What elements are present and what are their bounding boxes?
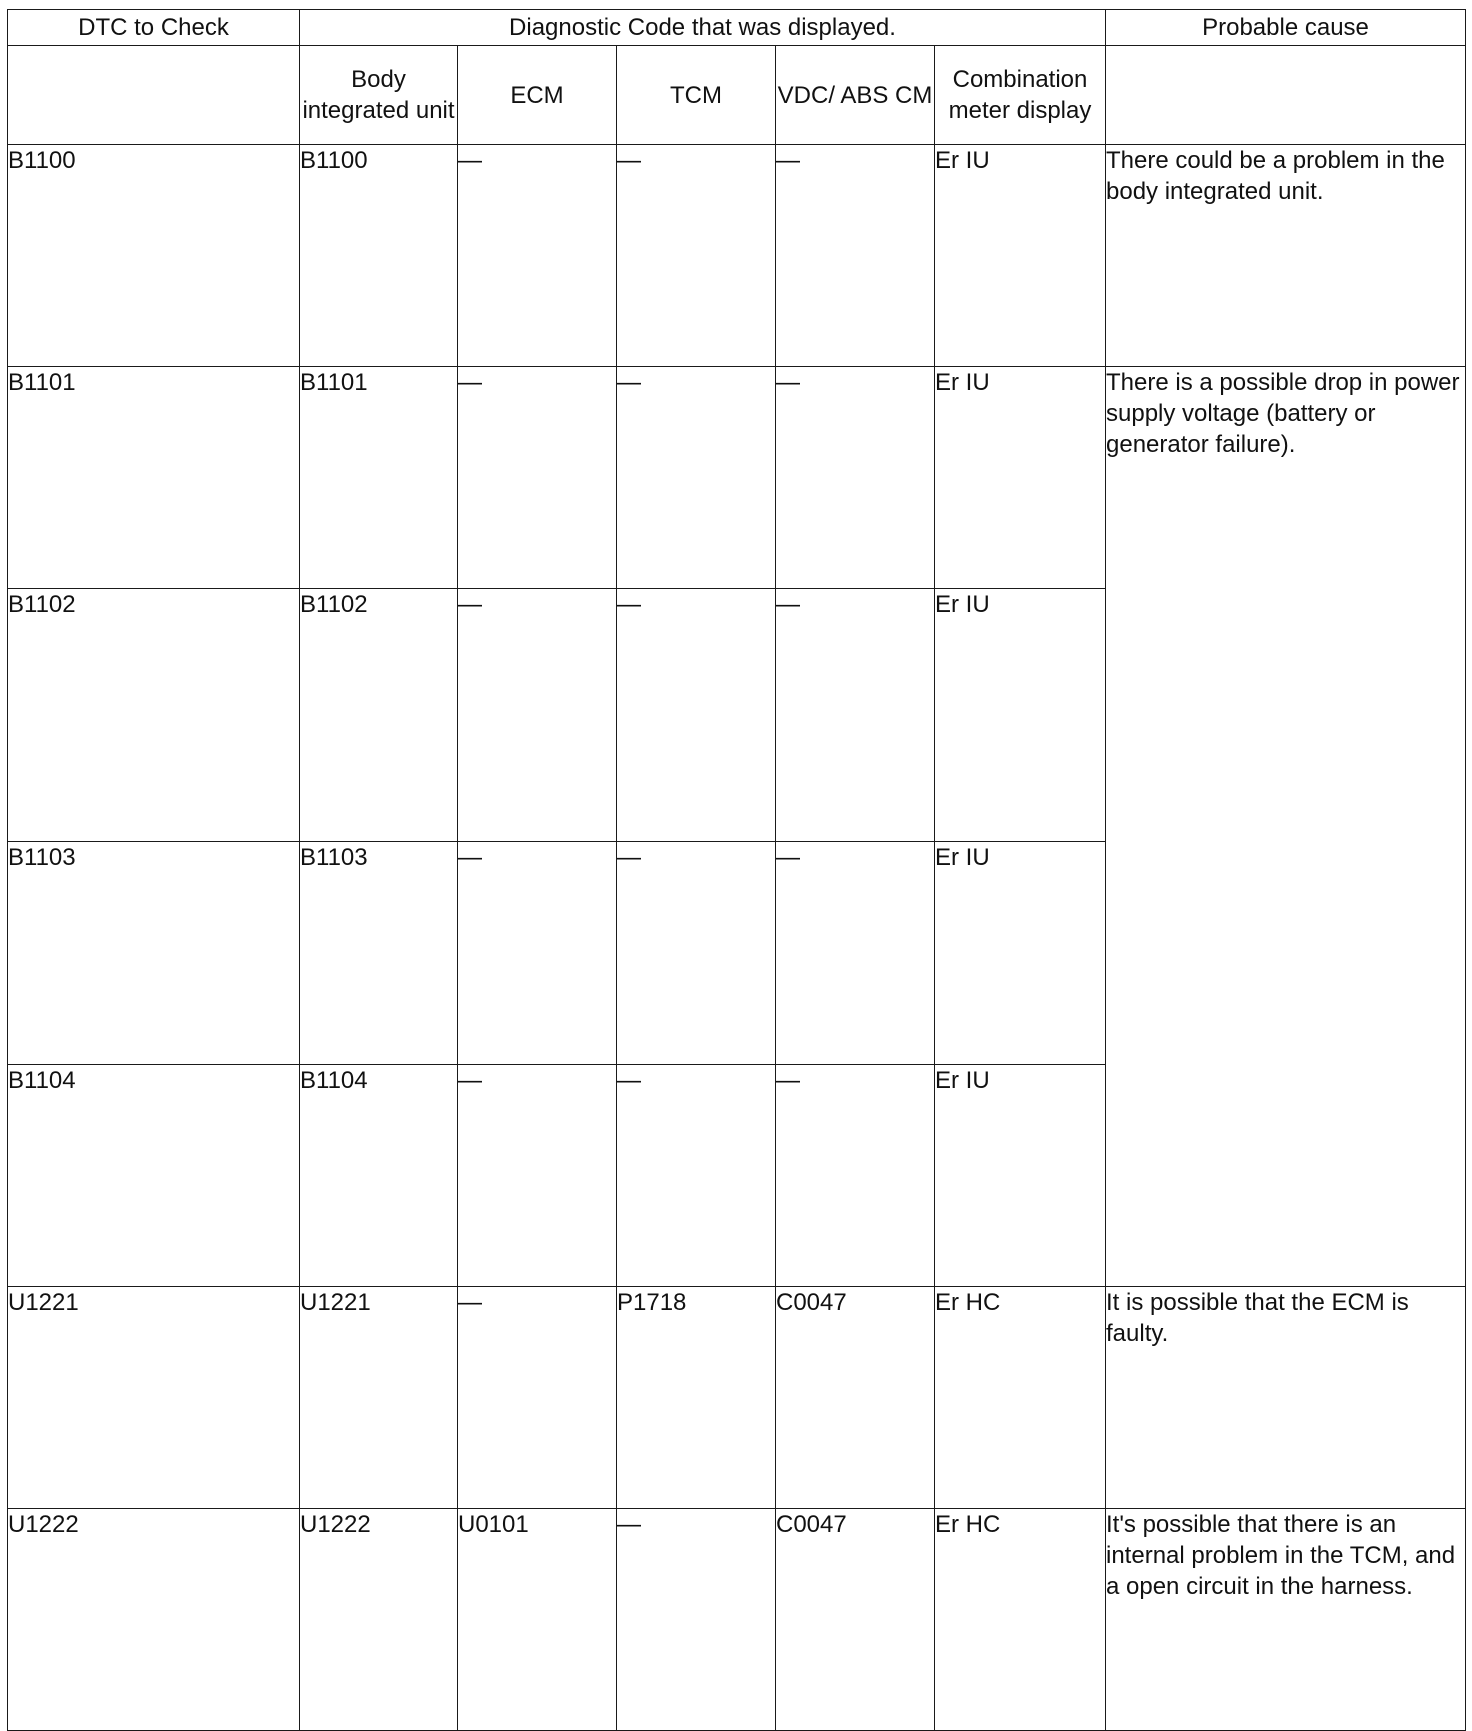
cell-ecm: — <box>458 145 617 367</box>
cell-meter-display: Er IU <box>935 589 1106 842</box>
cell-body-unit: B1100 <box>300 145 458 367</box>
cell-tcm: P1718 <box>617 1287 776 1509</box>
cell-probable-cause: There could be a problem in the body integrated unit. <box>1106 145 1466 367</box>
table-row <box>8 367 1466 589</box>
subheader-vdc-abs-cm: VDC/ ABS CM <box>776 46 935 145</box>
cell-dtc: U1222 <box>8 1509 300 1731</box>
cell-body-unit: B1102 <box>300 589 458 842</box>
cell-vdc-abs: — <box>776 1065 935 1287</box>
cell-ecm: U0101 <box>458 1509 617 1731</box>
cell-body-unit: U1221 <box>300 1287 458 1509</box>
cell-ecm: — <box>458 367 617 589</box>
cell-body-unit: B1104 <box>300 1065 458 1287</box>
cell-vdc-abs: — <box>776 145 935 367</box>
subheader-combination-meter-display: Combination meter display <box>935 46 1106 145</box>
table-row <box>8 1509 1466 1731</box>
header-row <box>8 10 1466 46</box>
cell-dtc: B1104 <box>8 1065 300 1287</box>
subheader-row <box>8 46 1466 145</box>
subheader-body-integrated-unit: Body integrated unit <box>300 46 458 145</box>
cell-meter-display: Er IU <box>935 145 1106 367</box>
cell-ecm: — <box>458 1065 617 1287</box>
cell-vdc-abs: — <box>776 589 935 842</box>
subheader-ecm: ECM <box>458 46 617 145</box>
cell-dtc: B1103 <box>8 842 300 1065</box>
cell-ecm: — <box>458 842 617 1065</box>
table-row <box>8 145 1466 367</box>
cell-probable-cause: It is possible that the ECM is faulty. <box>1106 1287 1466 1509</box>
cell-vdc-abs: — <box>776 842 935 1065</box>
cell-probable-cause: It's possible that there is an internal problem in the TCM, and a open circuit in the harness. <box>1106 1509 1466 1731</box>
cell-dtc: B1101 <box>8 367 300 589</box>
cell-body-unit: U1222 <box>300 1509 458 1731</box>
cell-tcm: — <box>617 589 776 842</box>
cell-body-unit: B1101 <box>300 367 458 589</box>
header-dtc-to-check: DTC to Check <box>8 10 300 46</box>
cell-vdc-abs: C0047 <box>776 1287 935 1509</box>
header-probable-cause: Probable cause <box>1106 10 1466 46</box>
cell-vdc-abs: — <box>776 367 935 589</box>
cell-tcm: — <box>617 1509 776 1731</box>
cell-meter-display: Er IU <box>935 842 1106 1065</box>
cell-meter-display: Er IU <box>935 1065 1106 1287</box>
cell-dtc: U1221 <box>8 1287 300 1509</box>
cell-body-unit: B1103 <box>300 842 458 1065</box>
cell-ecm: — <box>458 1287 617 1509</box>
subheader-tcm: TCM <box>617 46 776 145</box>
cell-meter-display: Er HC <box>935 1287 1106 1509</box>
table-row <box>8 1287 1466 1509</box>
cell-tcm: — <box>617 1065 776 1287</box>
cell-dtc: B1102 <box>8 589 300 842</box>
header-diagnostic-code-group: Diagnostic Code that was displayed. <box>300 10 1106 46</box>
cell-meter-display: Er HC <box>935 1509 1106 1731</box>
cell-vdc-abs: C0047 <box>776 1509 935 1731</box>
cell-tcm: — <box>617 367 776 589</box>
cell-probable-cause: There is a possible drop in power supply voltage (battery or generator failure). <box>1106 367 1466 1287</box>
subheader-empty-dtc <box>8 46 300 145</box>
cell-dtc: B1100 <box>8 145 300 367</box>
cell-meter-display: Er IU <box>935 367 1106 589</box>
cell-tcm: — <box>617 145 776 367</box>
cell-tcm: — <box>617 842 776 1065</box>
cell-ecm: — <box>458 589 617 842</box>
subheader-empty-cause <box>1106 46 1466 145</box>
dtc-table <box>7 9 1466 1731</box>
